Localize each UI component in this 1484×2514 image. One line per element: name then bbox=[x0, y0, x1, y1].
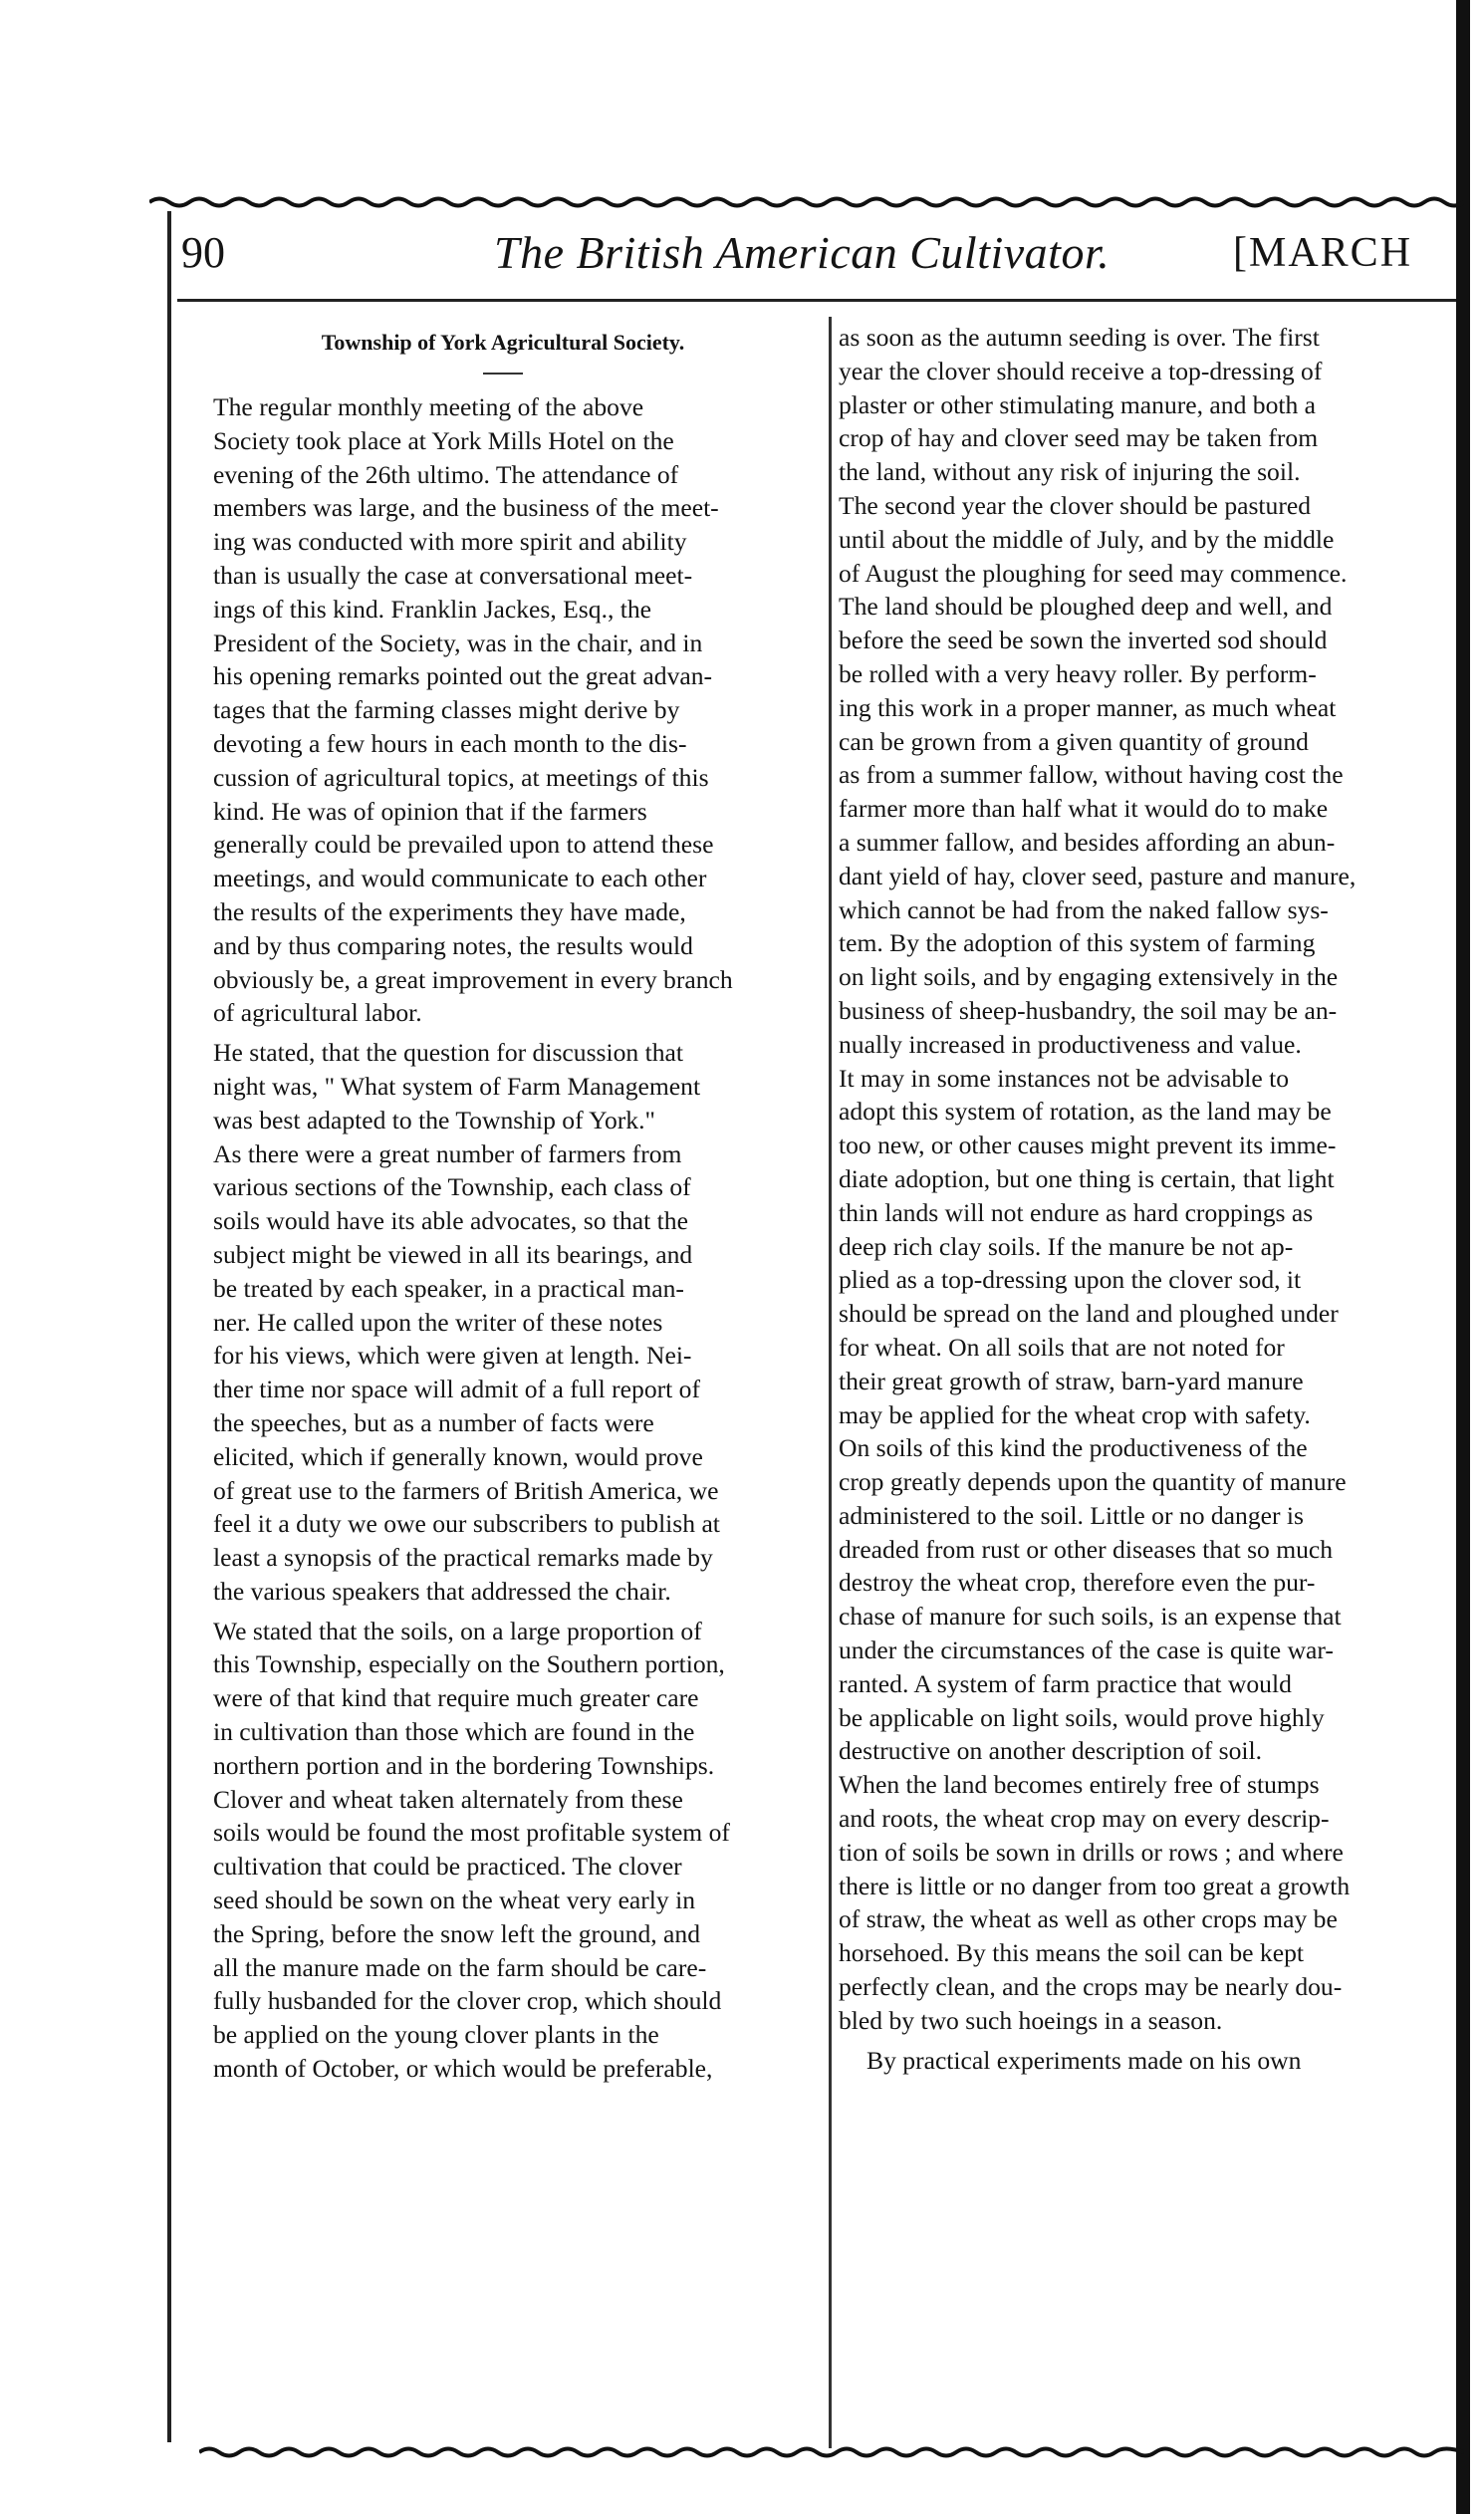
text-line: under the circumstances of the case is quite war- bbox=[839, 1635, 1334, 1665]
text-line: deep rich clay soils. If the manure be not ap- bbox=[839, 1231, 1294, 1261]
text-line: for his views, which were given at length. Nei- bbox=[213, 1341, 692, 1371]
text-line: in cultivation than those which are found in the bbox=[213, 1717, 695, 1747]
text-line: there is little or no danger from too great a growth bbox=[839, 1871, 1351, 1900]
page-number: 90 bbox=[181, 228, 225, 277]
right-column bbox=[839, 321, 1452, 2442]
text-line: When the land becomes entirely free of stumps bbox=[839, 1770, 1320, 1800]
text-line: generally could be prevailed upon to attend these bbox=[213, 830, 714, 860]
text-line: all the manure made on the farm should be care- bbox=[213, 1952, 707, 1982]
text-line: farmer more than half what it would do to make bbox=[839, 794, 1329, 824]
text-line: President of the Society, was in the chair, and in bbox=[213, 628, 703, 657]
text-line: may be applied for the wheat crop with safety. bbox=[839, 1399, 1311, 1429]
text-line: of August the ploughing for seed may commence. bbox=[839, 558, 1348, 588]
text-line: ranted. A system of farm practice that would bbox=[839, 1668, 1292, 1698]
text-line: which cannot be had from the naked fallow sys- bbox=[839, 894, 1329, 924]
right-column-text bbox=[839, 321, 1452, 2077]
text-line: least a synopsis of the practical remarks made by bbox=[213, 1543, 713, 1573]
text-line: be rolled with a very heavy roller. By perform- bbox=[839, 658, 1317, 688]
issue-month: [MARCH bbox=[1233, 230, 1413, 276]
top-wavy-rule bbox=[149, 195, 1464, 209]
text-line: the land, without any risk of injuring the soil. bbox=[839, 457, 1301, 487]
text-line: administered to the soil. Little or no danger is bbox=[839, 1500, 1304, 1530]
text-line: crop greatly depends upon the quantity of manure bbox=[839, 1467, 1347, 1497]
text-line: ner. He called upon the writer of these notes bbox=[213, 1307, 663, 1337]
text-line: of great use to the farmers of British America, we bbox=[213, 1475, 719, 1505]
text-line: the results of the experiments they have made, bbox=[213, 896, 686, 926]
text-line: of agricultural labor. bbox=[213, 998, 422, 1028]
text-line: be applicable on light soils, would prove highly bbox=[839, 1702, 1325, 1732]
text-line: As there were a great number of farmers from bbox=[213, 1138, 682, 1168]
text-line: adopt this system of rotation, as the land may be bbox=[839, 1097, 1332, 1127]
text-line: should be spread on the land and ploughed under bbox=[839, 1299, 1339, 1329]
text-line: evening of the 26th ultimo. The attendance of bbox=[213, 459, 679, 489]
text-line: plaster or other stimulating manure, and both a bbox=[839, 389, 1317, 419]
page-edge-shadow bbox=[1456, 0, 1470, 2514]
text-line: tion of soils be sown in drills or rows ; and where bbox=[839, 1837, 1344, 1867]
text-line: be treated by each speaker, in a practical man- bbox=[213, 1273, 684, 1303]
header-rule bbox=[177, 299, 1456, 302]
text-line: thin lands will not endure as hard croppings as bbox=[839, 1197, 1314, 1227]
left-frame-rule bbox=[167, 211, 171, 2442]
text-line: can be grown from a given quantity of ground bbox=[839, 726, 1309, 756]
text-line: plied as a top-dressing upon the clover sod, it bbox=[839, 1265, 1302, 1295]
text-line: before the seed be sown the inverted sod should bbox=[839, 626, 1328, 655]
text-line: of straw, the wheat as well as other crops may be bbox=[839, 1904, 1338, 1934]
text-line: fully husbanded for the clover crop, which should bbox=[213, 1986, 722, 2016]
text-line: their great growth of straw, barn-yard manure bbox=[839, 1366, 1304, 1395]
text-line: kind. He was of opinion that if the farmers bbox=[213, 796, 647, 826]
text-line: horsehoed. By this means the soil can be kept bbox=[839, 1938, 1304, 1968]
text-line: ings of this kind. Franklin Jackes, Esq., the bbox=[213, 594, 652, 624]
text-line: destructive on another description of soil. bbox=[839, 1736, 1263, 1766]
text-line: the speeches, but as a number of facts were bbox=[213, 1407, 654, 1437]
text-line: until about the middle of July, and by the middle bbox=[839, 524, 1335, 554]
text-line: dreaded from rust or other diseases that so much bbox=[839, 1534, 1334, 1564]
journal-title: The British American Cultivator. bbox=[494, 227, 1111, 278]
text-line: The land should be ploughed deep and well, and bbox=[839, 592, 1333, 622]
column-divider bbox=[829, 317, 832, 2448]
left-column-text bbox=[185, 390, 821, 2086]
text-line: northern portion and in the bordering Townships. bbox=[213, 1750, 715, 1780]
article-title: Township of York Agricultural Society. bbox=[321, 330, 685, 355]
text-line: and by thus comparing notes, the results would bbox=[213, 930, 693, 960]
text-line: on light soils, and by engaging extensively in the bbox=[839, 962, 1339, 992]
text-line: and roots, the wheat crop may on every descrip- bbox=[839, 1804, 1330, 1834]
text-line: cultivation that could be practiced. The clover bbox=[213, 1852, 682, 1882]
text-line: It may in some instances not be advisable to bbox=[839, 1063, 1290, 1093]
text-line: ing was conducted with more spirit and ability bbox=[213, 527, 687, 557]
paragraph bbox=[185, 1036, 821, 1609]
text-line: devoting a few hours in each month to the dis- bbox=[213, 728, 687, 758]
text-line: He stated, that the question for discussion that bbox=[213, 1038, 683, 1068]
text-line: night was, " What system of Farm Management bbox=[213, 1071, 701, 1101]
text-line: diate adoption, but one thing is certain, that light bbox=[839, 1163, 1335, 1193]
text-line: crop of hay and clover seed may be taken from bbox=[839, 423, 1319, 453]
text-line: the Spring, before the snow left the ground, and bbox=[213, 1918, 701, 1948]
text-line: as from a summer fallow, without having cost the bbox=[839, 760, 1344, 790]
left-column bbox=[185, 321, 821, 2092]
text-line: bled by two such hoeings in a season. bbox=[839, 2005, 1223, 2035]
text-line: members was large, and the business of the meet- bbox=[213, 493, 719, 523]
text-line: various sections of the Township, each class of bbox=[213, 1172, 691, 1202]
text-line: be applied on the young clover plants in the bbox=[213, 2020, 659, 2050]
text-line: soils would have its able advocates, so that the bbox=[213, 1206, 688, 1236]
title-dash bbox=[483, 373, 523, 375]
text-line: this Township, especially on the Southern portion, bbox=[213, 1649, 725, 1679]
text-line: was best adapted to the Township of York." bbox=[213, 1105, 655, 1134]
text-line: month of October, or which would be preferable, bbox=[213, 2054, 713, 2084]
text-line: meetings, and would communicate to each other bbox=[213, 864, 707, 893]
text-line: Society took place at York Mills Hotel on the bbox=[213, 425, 674, 455]
text-line: We stated that the soils, on a large proportion of bbox=[213, 1616, 702, 1645]
text-line: nually increased in productiveness and value. bbox=[839, 1029, 1302, 1059]
text-line: than is usually the case at conversational meet- bbox=[213, 560, 693, 590]
text-line: soils would be found the most profitable system of bbox=[213, 1818, 730, 1848]
text-line: Clover and wheat taken alternately from these bbox=[213, 1784, 683, 1814]
text-line: his opening remarks pointed out the great advan- bbox=[213, 661, 713, 691]
text-line: The regular monthly meeting of the above bbox=[213, 392, 644, 421]
text-line: obviously be, a great improvement in every branch bbox=[213, 964, 733, 994]
text-line: subject might be viewed in all its bearings, and bbox=[213, 1239, 693, 1269]
paragraph bbox=[839, 2044, 1452, 2078]
text-line: chase of manure for such soils, is an expense that bbox=[839, 1602, 1342, 1632]
text-line: dant yield of hay, clover seed, pasture and manure, bbox=[839, 861, 1357, 890]
text-line: cussion of agricultural topics, at meetings of this bbox=[213, 762, 709, 792]
text-line: The second year the clover should be pastured bbox=[839, 490, 1312, 520]
text-line: perfectly clean, and the crops may be nearly dou- bbox=[839, 1972, 1343, 2002]
text-line: On soils of this kind the productiveness of the bbox=[839, 1433, 1308, 1463]
text-line: ther time nor space will admit of a full report of bbox=[213, 1375, 700, 1404]
page-header bbox=[177, 217, 1456, 291]
bottom-wavy-rule bbox=[199, 2445, 1464, 2459]
text-line: elicited, which if generally known, would prove bbox=[213, 1441, 703, 1471]
text-line: destroy the wheat crop, therefore even the pur- bbox=[839, 1568, 1316, 1598]
text-line: tem. By the adoption of this system of farming bbox=[839, 928, 1316, 958]
text-line: for wheat. On all soils that are not noted for bbox=[839, 1332, 1285, 1362]
text-line: tages that the farming classes might derive by bbox=[213, 695, 680, 725]
paragraph bbox=[839, 321, 1452, 2038]
text-line: were of that kind that require much greater care bbox=[213, 1683, 699, 1713]
text-line: too new, or other causes might prevent its imme- bbox=[839, 1131, 1337, 1160]
paragraph bbox=[185, 390, 821, 1030]
text-line: seed should be sown on the wheat very early in bbox=[213, 1886, 696, 1915]
text-line: year the clover should receive a top-dressing of bbox=[839, 356, 1323, 385]
text-line: a summer fallow, and besides affording an abun- bbox=[839, 827, 1336, 857]
text-line: the various speakers that addressed the chair. bbox=[213, 1576, 671, 1606]
paragraph bbox=[185, 1615, 821, 2086]
text-line: as soon as the autumn seeding is over. The first bbox=[839, 323, 1320, 352]
text-line: ing this work in a proper manner, as much wheat bbox=[839, 692, 1337, 722]
text-line: business of sheep-husbandry, the soil may be an- bbox=[839, 995, 1338, 1025]
text-line: By practical experiments made on his own bbox=[866, 2045, 1302, 2075]
text-line: feel it a duty we owe our subscribers to publish at bbox=[213, 1509, 720, 1539]
